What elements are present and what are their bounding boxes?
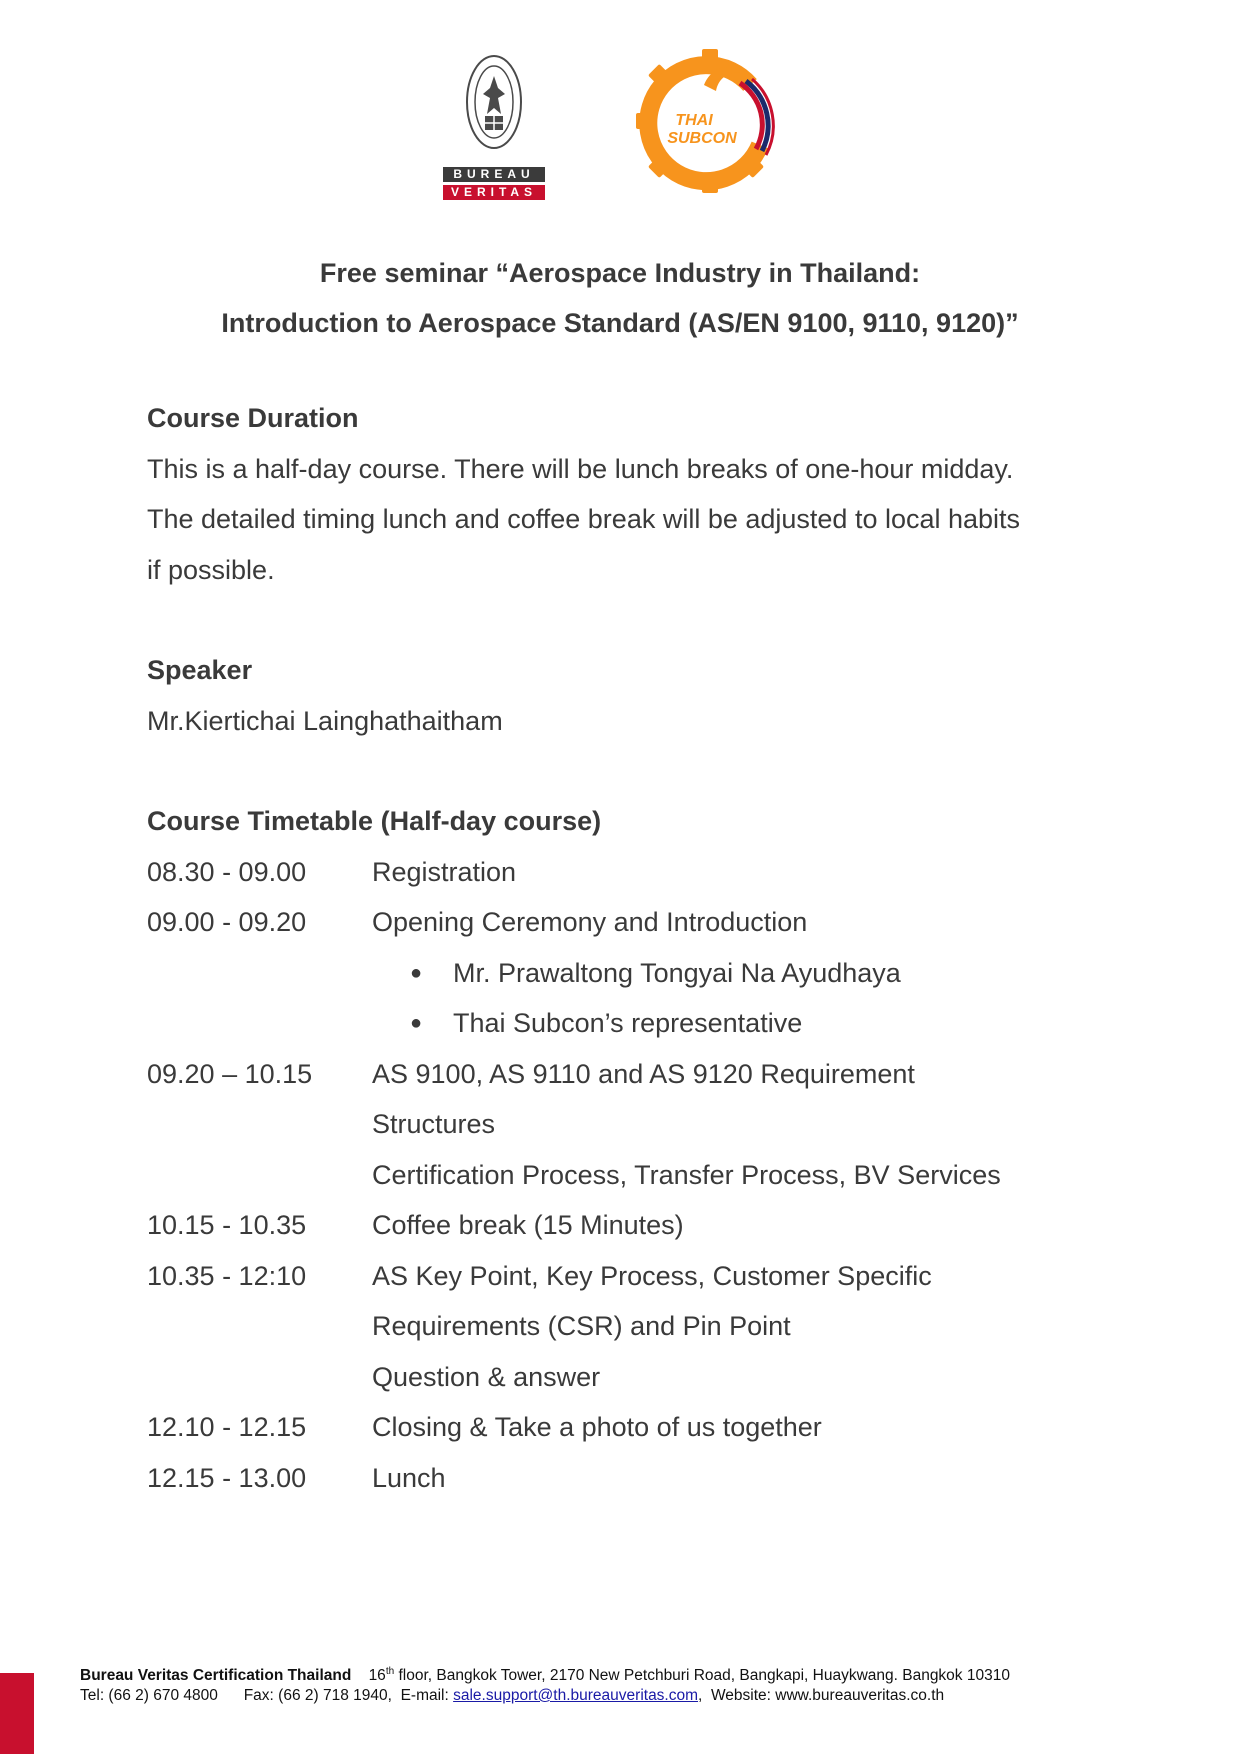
footer-line-2: Tel: (66 2) 670 4800 Fax: (66 2) 718 1940, E-mail: sale.support@th.bureauveritas.com, Website: www.bureauveritas.co.th — [80, 1687, 945, 1704]
timetable-desc: Lunch — [372, 1462, 446, 1493]
timetable-time — [147, 1352, 372, 1403]
footer-tel: Tel: (66 2) 670 4800 — [80, 1687, 218, 1704]
timetable-row — [147, 1251, 1107, 1302]
timetable-row — [147, 1099, 1107, 1150]
timetable-time: 09.00 - 09.20 — [147, 907, 307, 937]
footer-floor-suffix: th — [385, 1665, 395, 1677]
timetable-time: 10.15 - 10.35 — [147, 1210, 307, 1240]
timetable-row — [147, 1150, 1107, 1201]
footer-red-bar — [0, 1673, 34, 1754]
timetable-row — [147, 1453, 1107, 1504]
timetable-desc: Certification Process, Transfer Process, BV Services — [372, 1159, 1001, 1190]
footer-company: Bureau Veritas Certification Thailand — [80, 1667, 352, 1684]
timetable-bullet — [147, 948, 1107, 999]
course-duration-heading: Course Duration — [147, 403, 359, 433]
timetable-time: 08.30 - 09.00 — [147, 856, 307, 887]
timetable-row — [147, 1352, 1107, 1403]
footer-address: floor, Bangkok Tower, 2170 New Petchburi Road, Bangkapi, Huaykwang. Bangkok 10310 — [398, 1667, 1010, 1684]
timetable-row — [147, 1301, 1107, 1352]
footer-email-label: E-mail: — [400, 1687, 449, 1704]
timetable-desc: Coffee break (15 Minutes) — [372, 1210, 684, 1240]
title-line-1: Free seminar “Aerospace Industry in Thailand: — [319, 258, 921, 288]
duration-line-1: This is a half-day course. There will be lunch breaks of one-hour midday. — [147, 453, 1014, 484]
timetable-time: 12.15 - 13.00 — [147, 1462, 307, 1493]
main-content — [147, 393, 1107, 1503]
bullet-text: Mr. Prawaltong Tongyai Na Ayudhaya — [453, 957, 901, 988]
timetable-time: 09.20 – 10.15 — [147, 1058, 313, 1089]
footer-line-1 — [80, 1666, 1210, 1686]
bullet-icon: ● — [410, 961, 423, 984]
timetable-desc: Opening Ceremony and Introduction — [372, 907, 808, 937]
bullet-icon: ● — [410, 1012, 423, 1034]
timetable-desc: AS 9100, AS 9110 and AS 9120 Requirement — [372, 1058, 915, 1089]
timetable-row — [147, 1200, 1107, 1251]
timetable-time: 10.35 - 12:10 — [147, 1260, 307, 1291]
timetable-desc: AS Key Point, Key Process, Customer Specific — [372, 1260, 932, 1291]
timetable-time — [147, 1099, 372, 1150]
timetable-desc: Registration — [372, 856, 517, 887]
veritas-wordmark: VERITAS — [443, 185, 545, 200]
footer-fax: Fax: (66 2) 718 1940, — [243, 1687, 392, 1704]
seminar-title — [0, 248, 1240, 348]
timetable-desc: Requirements (CSR) and Pin Point — [372, 1311, 791, 1341]
bureau-veritas-logo — [443, 54, 545, 202]
timetable-heading: Course Timetable (Half-day course) — [147, 806, 602, 836]
duration-line-3: if possible. — [147, 554, 275, 585]
duration-line-2: The detailed timing lunch and coffee break will be adjusted to local habits — [147, 504, 1021, 534]
thai-subcon-logo — [632, 45, 784, 197]
speaker-name: Mr.Kiertichai Lainghathaitham — [147, 705, 503, 736]
timetable-row — [147, 1049, 1107, 1100]
timetable-desc: Question & answer — [372, 1361, 601, 1392]
timetable — [147, 847, 1107, 1504]
timetable-row — [147, 897, 1107, 948]
thai-subcon-line1: THAI — [675, 112, 713, 129]
timetable-time: 12.10 - 12.15 — [147, 1412, 307, 1442]
timetable-row — [147, 847, 1107, 898]
thai-subcon-line2: SUBCON — [667, 130, 737, 147]
timetable-bullet — [147, 998, 1107, 1049]
timetable-desc: Closing & Take a photo of us together — [372, 1412, 822, 1442]
timetable-time — [147, 1301, 372, 1352]
timetable-time — [147, 1150, 372, 1201]
speaker-heading: Speaker — [147, 655, 253, 685]
footer-floor-number: 16 — [368, 1667, 386, 1684]
bureau-wordmark: BUREAU — [443, 167, 545, 182]
logo-area — [0, 40, 1240, 210]
bullet-text: Thai Subcon’s representative — [453, 1008, 803, 1038]
footer-website: Website: www.bureauveritas.co.th — [710, 1687, 945, 1704]
bureau-veritas-seal-icon — [465, 54, 523, 150]
timetable-desc: Structures — [372, 1109, 496, 1139]
title-line-2: Introduction to Aerospace Standard (AS/EN 9100, 9110, 9120)” — [221, 308, 1019, 338]
footer-email-link[interactable]: sale.support@th.bureauveritas.com — [453, 1687, 699, 1704]
footer — [80, 1666, 1210, 1706]
timetable-row — [147, 1402, 1107, 1453]
